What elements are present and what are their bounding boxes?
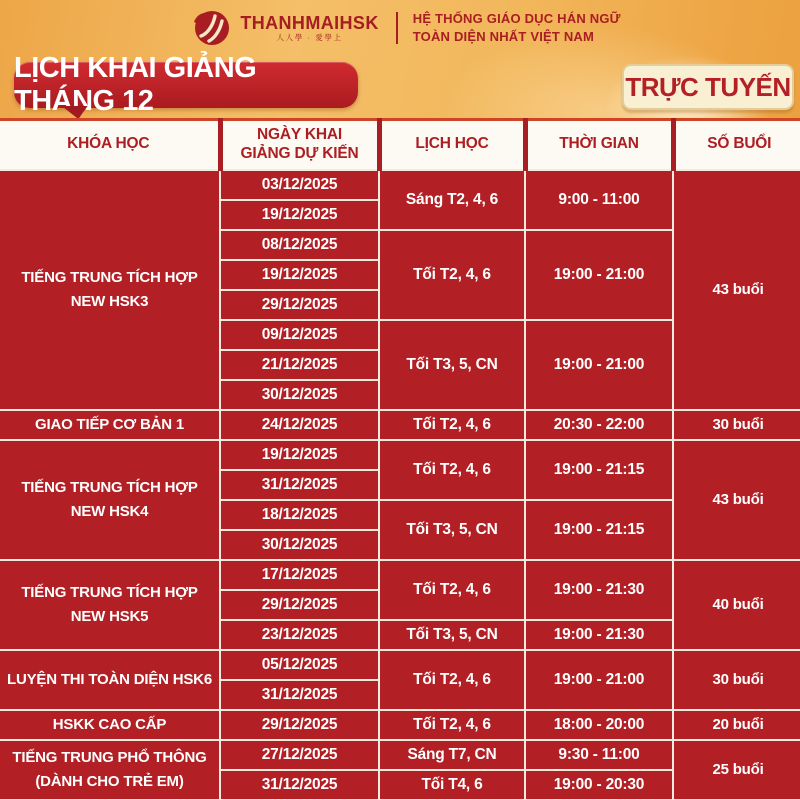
brand-chinese-slogan: 人人學 · 愛學上 (276, 33, 343, 43)
brand-tagline-line2: TOÀN DIỆN NHẤT VIỆT NAM (412, 29, 595, 44)
start-date-cell: 23/12/2025 (220, 620, 379, 650)
start-date-cell: 31/12/2025 (220, 770, 379, 800)
table-row (0, 740, 800, 770)
start-date-cell: 30/12/2025 (220, 530, 379, 560)
start-date-cell: 21/12/2025 (220, 350, 379, 380)
time-cell: 18:00 - 20:00 (525, 710, 673, 740)
time-cell: 19:00 - 20:30 (525, 770, 673, 800)
column-header-1: NGÀY KHAI GIẢNG DỰ KIẾN (220, 120, 379, 170)
session-count-cell: 30 buổi (673, 410, 800, 440)
schedule-cell: Tối T2, 4, 6 (379, 710, 525, 740)
table-row (0, 440, 800, 470)
time-cell: 20:30 - 22:00 (525, 410, 673, 440)
page-title (14, 52, 358, 117)
schedule-table (0, 118, 800, 800)
mode-badge (622, 64, 794, 110)
course-name-cell: LUYỆN THI TOÀN DIỆN HSK6 (0, 650, 220, 710)
session-count-cell: 25 buổi (673, 740, 800, 800)
start-date-cell: 09/12/2025 (220, 320, 379, 350)
schedule-cell: Sáng T7, CN (379, 740, 525, 770)
schedule-cell: Tối T4, 6 (379, 770, 525, 800)
start-date-cell: 31/12/2025 (220, 470, 379, 500)
schedule-table-wrap (0, 118, 800, 800)
mode-badge-text: TRỰC TUYẾN (625, 71, 791, 102)
time-cell: 9:30 - 11:00 (525, 740, 673, 770)
start-date-cell: 19/12/2025 (220, 200, 379, 230)
table-header-row (0, 120, 800, 170)
column-header-2: LỊCH HỌC (379, 120, 525, 170)
start-date-cell: 29/12/2025 (220, 590, 379, 620)
start-date-cell: 30/12/2025 (220, 380, 379, 410)
table-row (0, 650, 800, 680)
brand-bar (0, 6, 800, 50)
start-date-cell: 29/12/2025 (220, 710, 379, 740)
table-row (0, 170, 800, 200)
brand-name: THANHMAIHSK (240, 13, 379, 34)
start-date-cell: 31/12/2025 (220, 680, 379, 710)
course-name-cell: TIẾNG TRUNG TÍCH HỢP NEW HSK5 (0, 560, 220, 650)
brand-tagline (413, 10, 621, 45)
thanhmaihsk-logo-icon (191, 8, 231, 48)
schedule-cell: Tối T2, 4, 6 (379, 410, 525, 440)
start-date-cell: 05/12/2025 (220, 650, 379, 680)
session-count-cell: 30 buổi (673, 650, 800, 710)
schedule-cell: Tối T2, 4, 6 (379, 560, 525, 620)
course-name-cell: TIẾNG TRUNG TÍCH HỢP NEW HSK3 (0, 170, 220, 410)
course-name-cell: TIẾNG TRUNG PHỔ THÔNG (DÀNH CHO TRẺ EM) (0, 740, 220, 800)
schedule-cell: Tối T3, 5, CN (379, 620, 525, 650)
course-name-cell: GIAO TIẾP CƠ BẢN 1 (0, 410, 220, 440)
brand-text (240, 14, 378, 42)
schedule-cell: Sáng T2, 4, 6 (379, 170, 525, 230)
start-date-cell: 17/12/2025 (220, 560, 379, 590)
time-cell: 19:00 - 21:30 (525, 560, 673, 620)
schedule-cell: Tối T2, 4, 6 (379, 440, 525, 500)
session-count-cell: 43 buổi (673, 170, 800, 410)
time-cell: 19:00 - 21:00 (525, 230, 673, 320)
column-header-0: KHÓA HỌC (0, 120, 220, 170)
table-row (0, 560, 800, 590)
column-header-3: THỜI GIAN (525, 120, 673, 170)
schedule-cell: Tối T2, 4, 6 (379, 650, 525, 710)
start-date-cell: 19/12/2025 (220, 260, 379, 290)
course-name-cell: TIẾNG TRUNG TÍCH HỢP NEW HSK4 (0, 440, 220, 560)
table-row (0, 410, 800, 440)
start-date-cell: 18/12/2025 (220, 500, 379, 530)
time-cell: 19:00 - 21:15 (525, 500, 673, 560)
column-header-4: SỐ BUỔI (673, 120, 800, 170)
time-cell: 19:00 - 21:00 (525, 320, 673, 410)
session-count-cell: 40 buổi (673, 560, 800, 650)
start-date-cell: 03/12/2025 (220, 170, 379, 200)
brand-tagline-line1: HỆ THỐNG GIÁO DỤC HÁN NGỮ (412, 11, 621, 27)
course-name-cell: HSKK CAO CẤP (0, 710, 220, 740)
start-date-cell: 29/12/2025 (220, 290, 379, 320)
session-count-cell: 43 buổi (673, 440, 800, 560)
brand-divider (396, 12, 398, 44)
page-title-text: LỊCH KHAI GIẢNG THÁNG 12 (14, 52, 257, 117)
time-cell: 9:00 - 11:00 (525, 170, 673, 230)
schedule-cell: Tối T3, 5, CN (379, 320, 525, 410)
time-cell: 19:00 - 21:00 (525, 650, 673, 710)
time-cell: 19:00 - 21:30 (525, 620, 673, 650)
start-date-cell: 24/12/2025 (220, 410, 379, 440)
session-count-cell: 20 buổi (673, 710, 800, 740)
schedule-cell: Tối T3, 5, CN (379, 500, 525, 560)
time-cell: 19:00 - 21:15 (525, 440, 673, 500)
start-date-cell: 08/12/2025 (220, 230, 379, 260)
schedule-cell: Tối T2, 4, 6 (379, 230, 525, 320)
table-row (0, 710, 800, 740)
start-date-cell: 27/12/2025 (220, 740, 379, 770)
start-date-cell: 19/12/2025 (220, 440, 379, 470)
